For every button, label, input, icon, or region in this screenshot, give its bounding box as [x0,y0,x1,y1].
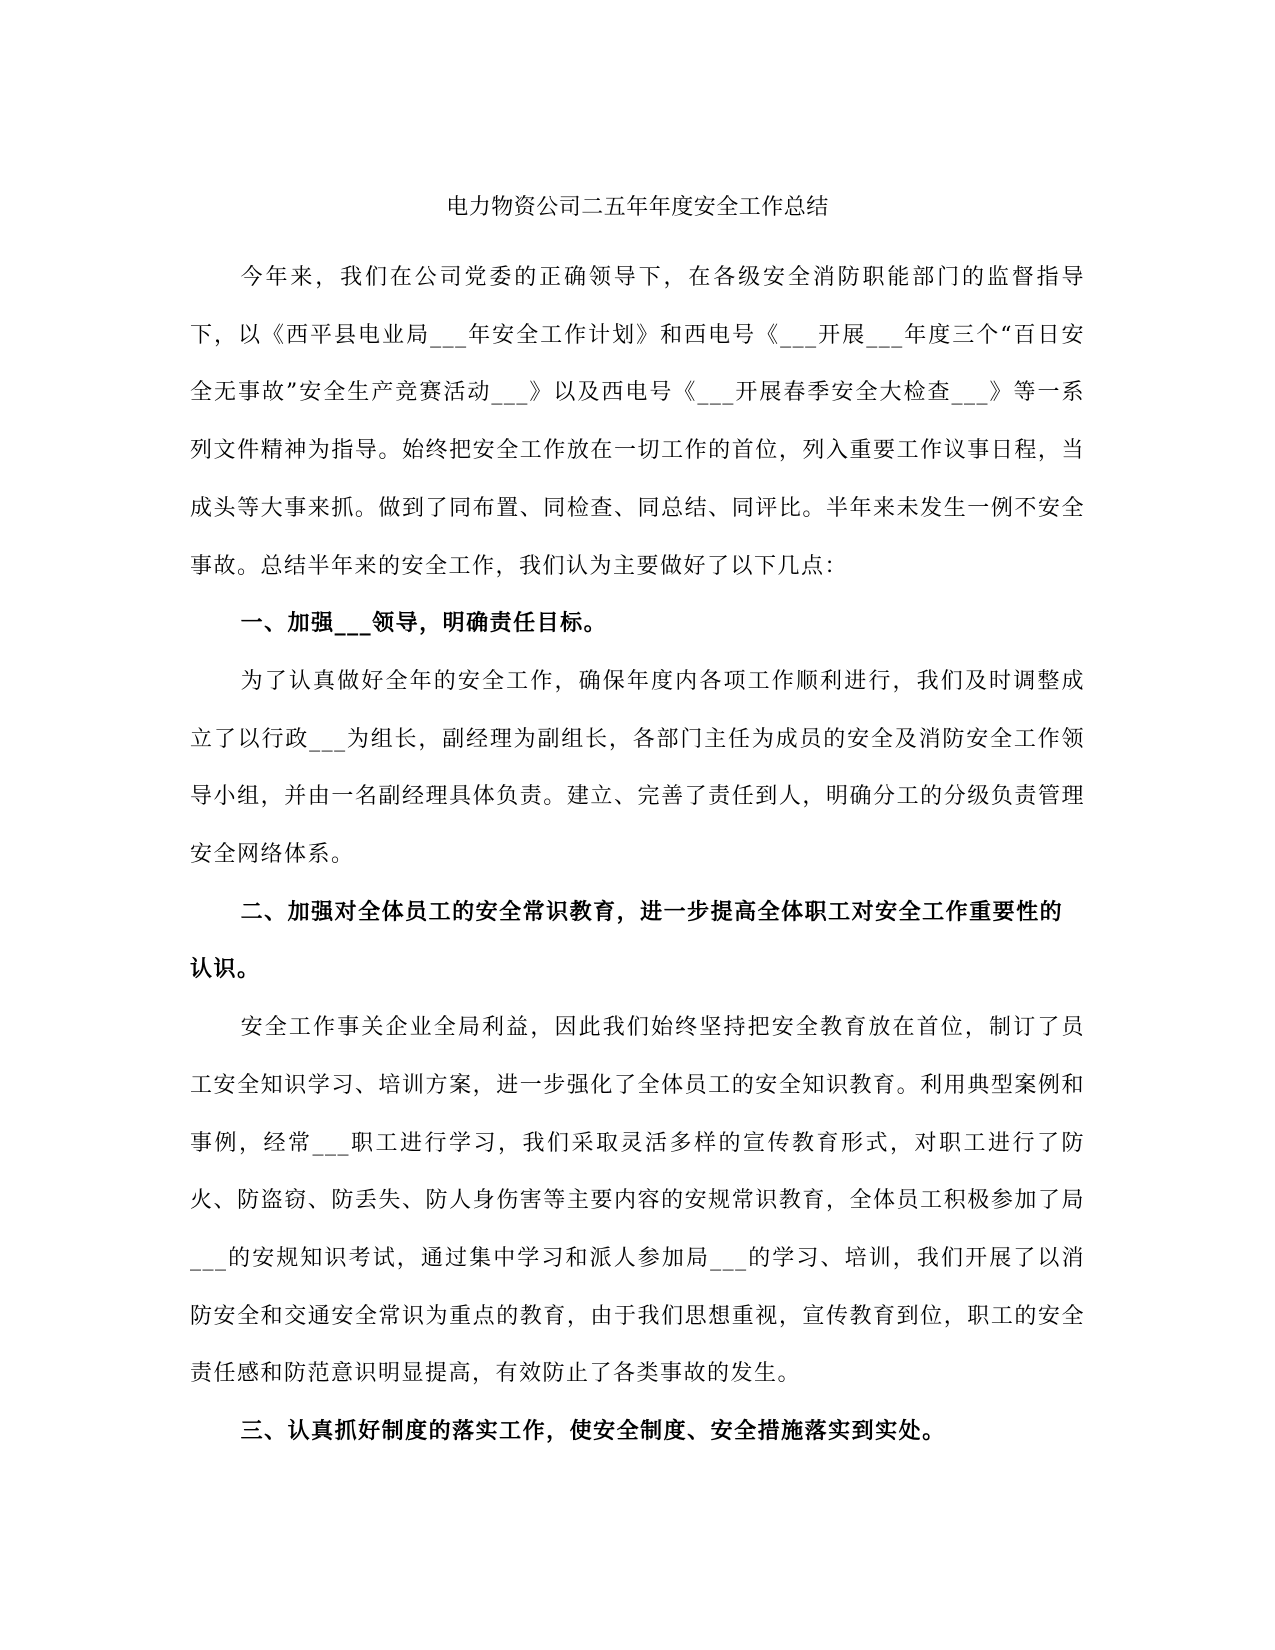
document-title: 电力物资公司二五年年度安全工作总结 [446,195,829,220]
section-2-paragraph: 安全工作事关企业全局利益，因此我们始终坚持把安全教育放在首位，制订了员工安全知识学习、培训方案，进一步强化了全体员工的安全知识教育。利用典型案例和事例，经常___职工进行学习，我们采取灵活多样的宣传教育形式，对职工进行了防火、防盗窃、防丢失、防人身伤害等主要内容的安规常识教育，全体员工积极参加了局___的安规知识考试，通过集中学习和派人参加局___的学习、培训，我们开展了以消防安全和交通安全常识为重点的教育，由于我们思想重视，宣传教育到位，职工的安全责任感和防范意识明显提高，有效防止了各类事故的发生。 [190,1015,1085,1387]
document-body [190,183,1085,1461]
section-heading-2: 二、加强对全体员工的安全常识教育，进一步提高全体职工对安全工作重要性的认识。 [190,898,1064,983]
intro-paragraph: 今年来，我们在公司党委的正确领导下，在各级安全消防职能部门的监督指导下，以《西平县电业局___年安全工作计划》和西电号《___开展___年度三个“百日安全无事故”安全生产竞赛活动___》以及西电号《___开展春季安全大检查___》等一系列文件精神为指导。始终把安全工作放在一切工作的首位，列入重要工作议事日程，当成头等大事来抓。做到了同布置、同检查、同总结、同评比。半年来未发生一例不安全事故。总结半年来的安全工作，我们认为主要做好了以下几点： [190,265,1085,579]
section-heading-3: 三、认真抓好制度的落实工作，使安全制度、安全措施落实到实处。 [240,1418,946,1445]
section-1-paragraph: 为了认真做好全年的安全工作，确保年度内各项工作顺利进行，我们及时调整成立了以行政___为组长，副经理为副组长，各部门主任为成员的安全及消防安全工作领导小组，并由一名副经理具体负责。建立、完善了责任到人，明确分工的分级负责管理安全网络体系。 [190,668,1085,868]
section-heading-1: 一、加强___领导，明确责任目标。 [240,610,608,637]
